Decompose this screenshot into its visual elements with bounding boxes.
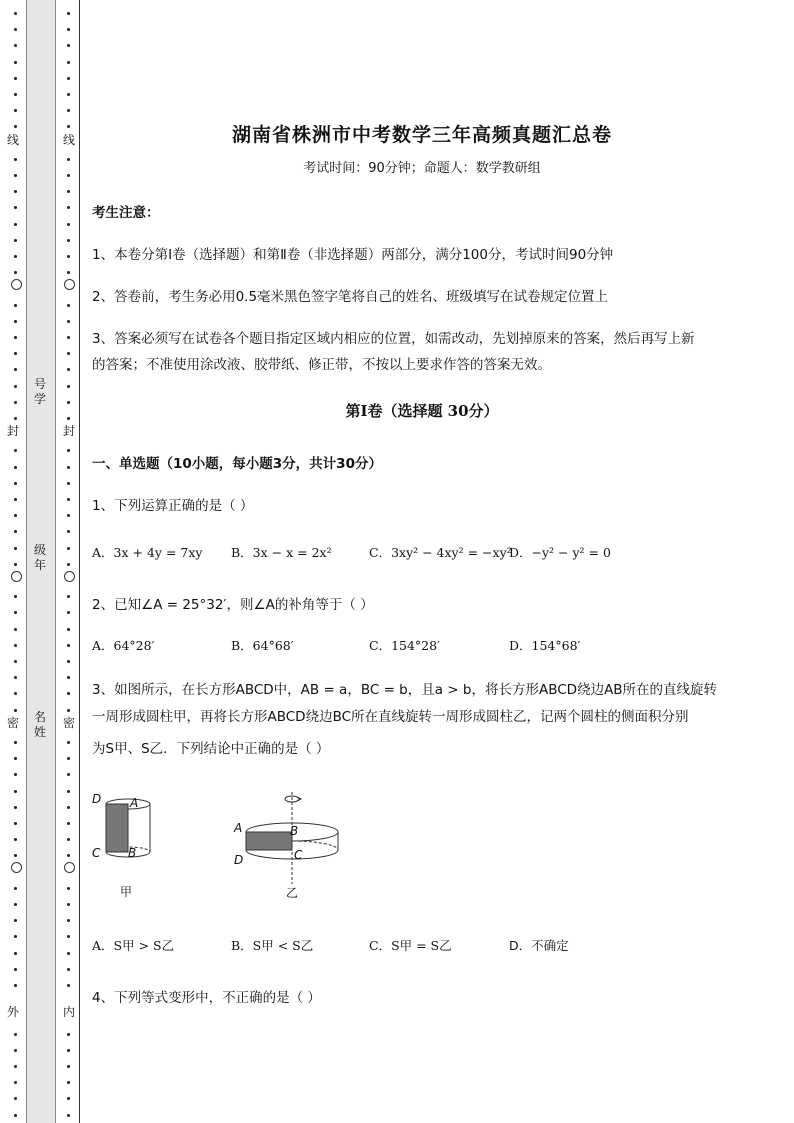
outer-mark-line: 线 — [6, 133, 19, 147]
outer-circle-1 — [11, 279, 22, 290]
inner-dot — [67, 838, 70, 841]
outer-dot — [14, 1081, 17, 1084]
inner-dot — [67, 790, 70, 793]
outer-dot — [14, 790, 17, 793]
inner-dot — [67, 174, 70, 177]
inner-dot — [67, 854, 70, 857]
outer-dot — [14, 547, 17, 550]
outer-dot — [14, 61, 17, 64]
inner-dot — [67, 223, 70, 226]
outer-dot — [14, 838, 17, 841]
inner-dot — [67, 401, 70, 404]
outer-dot — [14, 984, 17, 987]
question-3-stem-line-1: 3、如图所示，在长方形ABCD中，AB = a，BC = b，且a > b，将长方形ABCD绕边AB所在的直线旋转 — [92, 682, 718, 698]
outer-dot — [14, 773, 17, 776]
question-2-stem: 2、已知∠A = 25°32′，则∠A的补角等于（ ） — [92, 597, 374, 613]
outer-dot — [14, 223, 17, 226]
outer-dot — [14, 692, 17, 695]
question-3-stem-line-2: 一周形成圆柱甲，再将长方形ABCD绕边BC所在直线旋转一周形成圆柱乙，记两个圆柱的侧面积分别 — [92, 709, 689, 725]
outer-dot — [14, 903, 17, 906]
outer-circle-2 — [11, 571, 22, 582]
yi-name: 乙 — [286, 886, 299, 900]
q1-option-c: C．3xy² − 4xy² = −xy² — [369, 545, 512, 560]
inner-dot — [67, 368, 70, 371]
outer-dot — [14, 417, 17, 420]
jia-label-a: A — [130, 796, 139, 810]
inner-dot — [67, 336, 70, 339]
inner-dot — [67, 741, 70, 744]
outer-dot — [14, 93, 17, 96]
inner-mark-inside: 内 — [62, 1005, 75, 1019]
inner-dot — [67, 935, 70, 938]
inner-dot — [67, 61, 70, 64]
inner-dot — [67, 547, 70, 550]
outer-dot — [14, 660, 17, 663]
outer-mark-outside: 外 — [6, 1005, 19, 1019]
question-4-stem: 4、下列等式变形中，不正确的是（ ） — [92, 990, 321, 1006]
outer-dot — [14, 741, 17, 744]
inner-dot — [67, 822, 70, 825]
q1-option-b: B．3x − x = 2x² — [231, 545, 332, 560]
inner-dot — [67, 1049, 70, 1052]
q2-option-c: C．154°28′ — [369, 638, 440, 653]
inner-dot — [67, 1097, 70, 1100]
exam-title: 湖南省株洲市中考数学三年高频真题汇总卷 — [231, 124, 612, 146]
section-heading: 一、单选题（10小题，每小题3分，共计30分） — [92, 456, 382, 472]
outer-dot — [14, 1033, 17, 1036]
inner-dot — [67, 919, 70, 922]
outer-dot — [14, 514, 17, 517]
inner-dot — [67, 109, 70, 112]
inner-dot — [67, 44, 70, 47]
inner-dot — [67, 709, 70, 712]
inner-dot — [67, 12, 70, 15]
jia-label-d: D — [92, 792, 102, 806]
outer-dot — [14, 628, 17, 631]
yi-label-c: C — [294, 848, 303, 862]
inner-dot — [67, 660, 70, 663]
outer-mark-seal: 封 — [6, 424, 19, 438]
inner-dot — [67, 676, 70, 679]
notice-item-2: 2、答卷前，考生务必用0.5毫米黑色签字笔将自己的姓名、班级填写在试卷规定位置上 — [92, 289, 609, 305]
inner-dot — [67, 530, 70, 533]
q3-option-a: A．S甲 > S乙 — [92, 938, 175, 953]
inner-dot — [67, 28, 70, 31]
outer-dot — [14, 320, 17, 323]
name-label: 名 姓 — [33, 710, 46, 739]
outer-dot — [14, 466, 17, 469]
inner-circle-1 — [64, 279, 75, 290]
outer-dot — [14, 304, 17, 307]
outer-dot — [14, 563, 17, 566]
outer-dot — [14, 255, 17, 258]
notice-item-1: 1、本卷分第I卷（选择题）和第Ⅱ卷（非选择题）两部分，满分100分，考试时间90分钟 — [92, 247, 614, 263]
inner-dot — [67, 1065, 70, 1068]
inner-mark-seal: 封 — [62, 424, 75, 438]
inner-dot — [67, 1033, 70, 1036]
jia-label-b: B — [128, 846, 137, 860]
outer-dot — [14, 28, 17, 31]
q2-option-a: A．64°28′ — [92, 638, 155, 653]
inner-dot — [67, 498, 70, 501]
inner-dot — [67, 449, 70, 452]
inner-dot — [67, 1114, 70, 1117]
inner-dot — [67, 968, 70, 971]
inner-dot — [67, 611, 70, 614]
inner-dot — [67, 385, 70, 388]
notice-item-3: 3、答案必须写在试卷各个题目指定区域内相应的位置，如需改动，先划掉原来的答案，然后再写上新 — [92, 331, 695, 347]
inner-dot — [67, 320, 70, 323]
outer-dot — [14, 757, 17, 760]
inner-dot — [67, 887, 70, 890]
q1-option-a: A．3x + 4y = 7xy — [92, 545, 203, 560]
notice-item-3-cont: 的答案；不准使用涂改液、胶带纸、修正带，不按以上要求作答的答案无效。 — [92, 357, 551, 373]
outer-dot — [14, 952, 17, 955]
jia-label-c: C — [92, 846, 101, 860]
outer-binding-strip — [0, 0, 26, 1123]
jia-name: 甲 — [120, 885, 133, 899]
inner-dot — [67, 482, 70, 485]
outer-dot — [14, 709, 17, 712]
q3-option-b: B．S甲 < S乙 — [231, 938, 314, 953]
outer-dot — [14, 935, 17, 938]
outer-dot — [14, 271, 17, 274]
outer-dot — [14, 676, 17, 679]
outer-dot — [14, 854, 17, 857]
inner-dot — [67, 417, 70, 420]
q3-option-d: D．不确定 — [509, 938, 569, 953]
outer-dot — [14, 174, 17, 177]
outer-dot — [14, 401, 17, 404]
cylinder-yi-figure — [232, 788, 362, 903]
inner-dot — [67, 514, 70, 517]
inner-dot — [67, 644, 70, 647]
outer-dot — [14, 190, 17, 193]
inner-dot — [67, 304, 70, 307]
q3-option-c: C．S甲 = S乙 — [369, 938, 452, 953]
notice-heading: 考生注意： — [92, 205, 160, 221]
inner-dot — [67, 595, 70, 598]
outer-dot — [14, 44, 17, 47]
inner-mark-secret: 密 — [62, 716, 75, 730]
inner-dot — [67, 206, 70, 209]
outer-dot — [14, 1097, 17, 1100]
inner-dot — [67, 773, 70, 776]
inner-dot — [67, 984, 70, 987]
outer-dot — [14, 77, 17, 80]
inner-dot — [67, 1081, 70, 1084]
outer-dot — [14, 385, 17, 388]
outer-dot — [14, 887, 17, 890]
outer-dot — [14, 368, 17, 371]
outer-dot — [14, 482, 17, 485]
outer-dot — [14, 449, 17, 452]
student-number-label: 号 学 — [33, 377, 46, 406]
cylinder-jia-figure — [92, 790, 172, 900]
outer-dot — [14, 806, 17, 809]
outer-dot — [14, 206, 17, 209]
outer-dot — [14, 611, 17, 614]
outer-dot — [14, 498, 17, 501]
inner-dot — [67, 692, 70, 695]
outer-dot — [14, 12, 17, 15]
inner-dot — [67, 352, 70, 355]
outer-dot — [14, 352, 17, 355]
inner-dot — [67, 93, 70, 96]
cylinder-yi-drawing — [232, 788, 362, 888]
outer-dot — [14, 595, 17, 598]
outer-dot — [14, 158, 17, 161]
outer-dot — [14, 1065, 17, 1068]
inner-circle-2 — [64, 571, 75, 582]
yi-label-a: A — [234, 821, 243, 835]
outer-mark-secret: 密 — [6, 716, 19, 730]
question-3-stem-line-3: 为S甲、S乙．下列结论中正确的是（ ） — [92, 741, 330, 757]
yi-label-d: D — [234, 853, 244, 867]
inner-mark-line: 线 — [62, 133, 75, 147]
inner-dot — [67, 563, 70, 566]
class-label: 级 年 — [33, 543, 46, 572]
question-1-stem: 1、下列运算正确的是（ ） — [92, 498, 254, 514]
inner-dot — [67, 952, 70, 955]
q2-option-b: B．64°68′ — [231, 638, 294, 653]
yi-label-b: B — [290, 824, 299, 838]
inner-dot — [67, 77, 70, 80]
outer-dot — [14, 336, 17, 339]
inner-dot — [67, 628, 70, 631]
outer-dot — [14, 109, 17, 112]
outer-dot — [14, 239, 17, 242]
inner-dot — [67, 190, 70, 193]
q2-option-d: D．154°68′ — [509, 638, 581, 653]
q1-option-d: D．−y² − y² = 0 — [509, 545, 611, 560]
inner-dot — [67, 806, 70, 809]
inner-dot — [67, 903, 70, 906]
inner-dot — [67, 271, 70, 274]
outer-dot — [14, 968, 17, 971]
inner-dot — [67, 239, 70, 242]
binding-line — [79, 0, 80, 1123]
outer-dot — [14, 919, 17, 922]
outer-dot — [14, 822, 17, 825]
inner-dot — [67, 466, 70, 469]
outer-dot — [14, 125, 17, 128]
inner-dot — [67, 757, 70, 760]
part1-title: 第I卷（选择题 30分） — [345, 402, 499, 420]
outer-dot — [14, 530, 17, 533]
exam-subtitle: 考试时间：90分钟；命题人：数学教研组 — [303, 161, 541, 176]
outer-dot — [14, 1049, 17, 1052]
inner-dot — [67, 255, 70, 258]
inner-dot — [67, 158, 70, 161]
outer-circle-3 — [11, 862, 22, 873]
outer-dot — [14, 644, 17, 647]
inner-circle-3 — [64, 862, 75, 873]
inner-dot — [67, 125, 70, 128]
outer-dot — [14, 1114, 17, 1117]
